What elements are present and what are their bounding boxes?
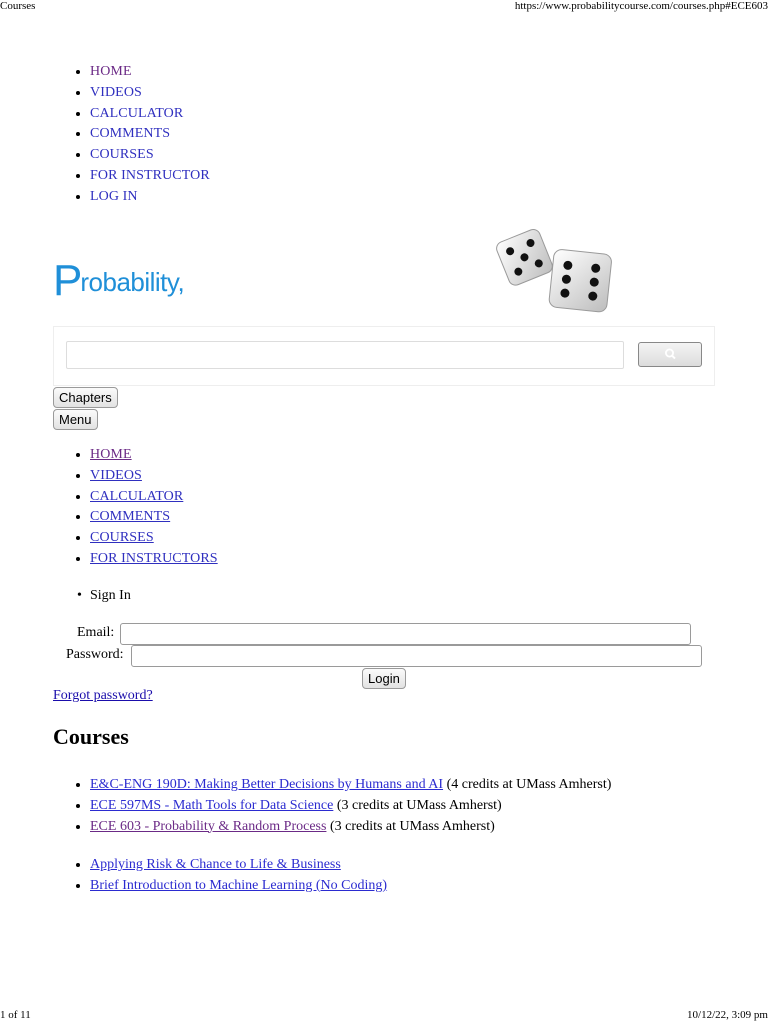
search-button[interactable] [638,342,702,367]
password-label: Password: [66,647,124,662]
course-link-ece-597ms[interactable]: ECE 597MS - Math Tools for Data Science [90,797,334,813]
menu-nav [0,445,690,570]
menu-nav-item-comments [90,507,690,528]
menu-nav-link-videos[interactable]: VIDEOS [90,467,142,483]
course-link-ece-603[interactable]: ECE 603 - Probability & Random Process [90,818,327,834]
search-input[interactable] [66,341,624,369]
course-credits: (3 credits at UMass Amherst) [333,797,502,813]
print-datetime: 10/12/22, 3:09 pm [687,1009,768,1021]
logo-text: robability, [80,267,185,297]
site-banner[interactable] [53,226,613,321]
menu-nav-link-for-instructors[interactable]: FOR INSTRUCTORS [90,550,218,566]
top-nav-item-home [90,62,690,83]
course-link-risk-chance[interactable]: Applying Risk & Chance to Life & Business [90,857,341,872]
menu-nav-item-videos [90,466,690,487]
site-search [53,326,715,386]
print-url: https://www.probabilitycourse.com/courses.php#ECE603 [514,0,768,12]
menu-nav-item-for-instructors [90,549,690,570]
site-logo [53,256,184,306]
forgot-password-link[interactable]: Forgot password? [53,688,153,703]
menu-nav-link-courses[interactable]: COURSES [90,530,154,546]
menu-nav-item-calculator [90,487,690,508]
course-credits: (4 credits at UMass Amherst) [443,777,612,792]
top-nav-link-home[interactable]: HOME [90,64,132,79]
course-link-machine-learning[interactable]: Brief Introduction to Machine Learning (No Coding) [90,877,388,893]
list-item [90,796,768,817]
print-header [0,0,768,14]
page-count: 1 of 11 [0,1009,31,1021]
top-nav-link-log-in[interactable]: LOG IN [90,188,138,204]
chapters-button[interactable]: Chapters [53,387,118,408]
top-nav-item-courses [90,145,690,166]
menu-nav-link-comments[interactable]: COMMENTS [90,509,171,525]
list-item [90,775,768,796]
top-nav-link-for-instructor[interactable]: FOR INSTRUCTOR [90,167,210,183]
course-link-ece-eng-190d[interactable]: E&C-ENG 190D: Making Better Decisions by Humans and AI [90,777,444,792]
top-nav-item-comments [90,124,690,145]
login-button[interactable]: Login [362,668,406,689]
menu-nav-link-calculator[interactable]: CALCULATOR [90,488,184,504]
university-course-list [0,775,768,837]
top-nav [0,62,690,208]
course-credits: (3 credits at UMass Amherst) [326,818,495,834]
menu-nav-item-home [90,445,690,466]
page-title: Courses [53,724,129,749]
sign-in-label: • Sign In [90,588,131,604]
print-title: Courses [0,0,36,12]
logo-initial: P [53,256,81,305]
top-nav-link-comments[interactable]: COMMENTS [90,126,171,142]
top-nav-item-log-in [90,187,690,208]
top-nav-item-for-instructor [90,166,690,187]
top-nav-link-videos[interactable]: VIDEOS [90,84,142,100]
top-nav-item-videos [90,83,690,104]
password-field[interactable] [131,645,702,667]
other-course-list [0,855,768,897]
top-nav-link-courses[interactable]: COURSES [90,147,154,163]
top-nav-link-calculator[interactable]: CALCULATOR [90,105,184,121]
top-nav-item-calculator [90,104,690,125]
menu-nav-item-courses [90,528,690,549]
search-icon [639,343,703,366]
menu-button[interactable]: Menu [53,409,98,430]
list-item [90,855,768,876]
menu-nav-link-home[interactable]: HOME [90,447,132,462]
email-label: Email: [77,625,115,640]
list-item [90,876,768,897]
list-item [90,817,768,838]
dice-icon [493,226,613,321]
email-field[interactable] [120,623,691,645]
